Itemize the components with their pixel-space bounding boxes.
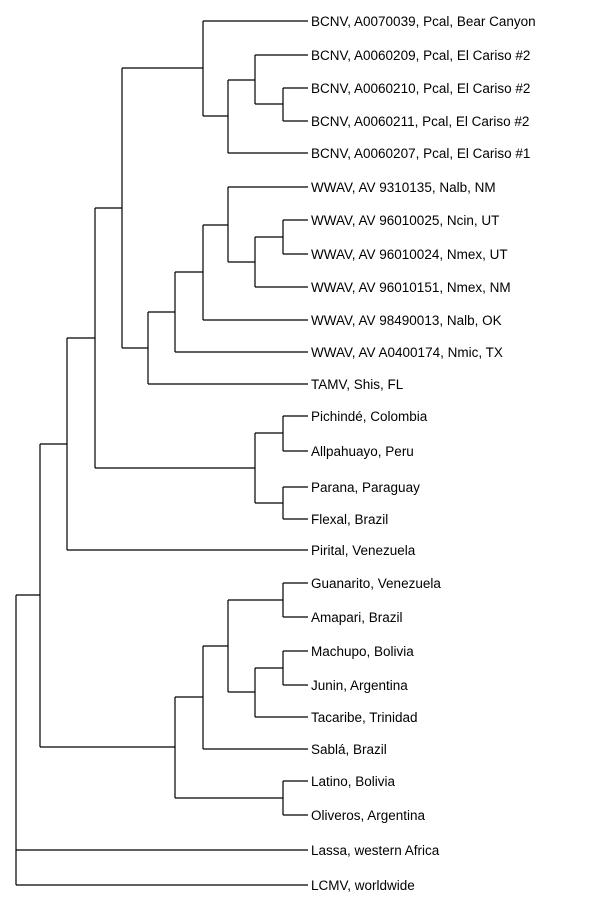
leaf-label: BCNV, A0060210, Pcal, El Cariso #2 xyxy=(311,81,531,96)
leaf-label: Junin, Argentina xyxy=(311,678,408,693)
leaf-label: Latino, Bolivia xyxy=(311,774,396,789)
leaf-label: BCNV, A0070039, Pcal, Bear Canyon xyxy=(311,14,536,29)
leaf-label: Lassa, western Africa xyxy=(311,843,440,858)
leaf-label: Allpahuayo, Peru xyxy=(311,444,414,459)
leaf-label: WWAV, AV 98490013, Nalb, OK xyxy=(311,313,502,328)
leaf-label: WWAV, AV 96010024, Nmex, UT xyxy=(311,247,508,262)
leaf-label: WWAV, AV A0400174, Nmic, TX xyxy=(311,345,503,360)
leaf-label: Amapari, Brazil xyxy=(311,610,403,625)
leaf-label: WWAV, AV 96010025, Ncin, UT xyxy=(311,213,500,228)
leaf-label: Pirital, Venezuela xyxy=(311,543,416,558)
leaf-label: Parana, Paraguay xyxy=(311,480,420,495)
leaf-label: Oliveros, Argentina xyxy=(311,808,426,823)
tree-branches xyxy=(16,21,308,885)
leaf-label: Tacaribe, Trinidad xyxy=(311,710,418,725)
leaf-label: TAMV, Shis, FL xyxy=(311,377,404,392)
leaf-label: WWAV, AV 96010151, Nmex, NM xyxy=(311,280,511,295)
leaf-label: LCMV, worldwide xyxy=(311,878,415,893)
leaf-label: Flexal, Brazil xyxy=(311,512,389,527)
leaf-label: Machupo, Bolivia xyxy=(311,644,414,659)
leaf-label: BCNV, A0060207, Pcal, El Cariso #1 xyxy=(311,146,531,161)
leaf-labels xyxy=(311,14,536,893)
leaf-label: Pichindé, Colombia xyxy=(311,409,428,424)
leaf-label: BCNV, A0060211, Pcal, El Cariso #2 xyxy=(311,114,530,129)
leaf-label: BCNV, A0060209, Pcal, El Cariso #2 xyxy=(311,48,531,63)
leaf-label: Sablá, Brazil xyxy=(311,742,387,757)
leaf-label: WWAV, AV 9310135, Nalb, NM xyxy=(311,180,496,195)
leaf-label: Guanarito, Venezuela xyxy=(311,576,441,591)
